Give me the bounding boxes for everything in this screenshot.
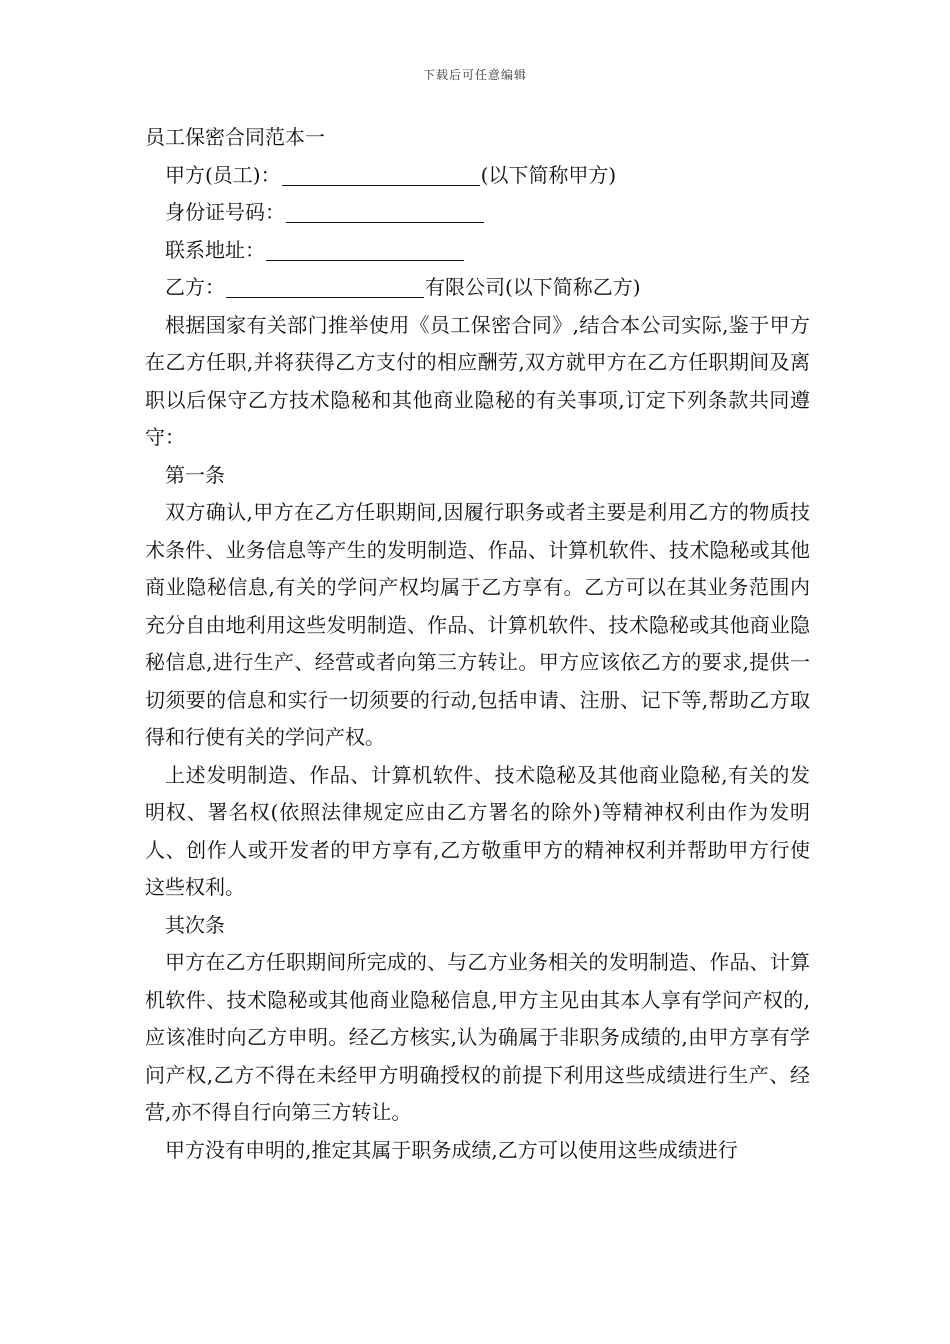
party-a-label: 甲方(员工)： — [165, 162, 281, 187]
document-title: 员工保密合同范本一 — [145, 125, 325, 149]
article-1-heading: 第一条 — [165, 462, 225, 487]
article-2-paragraph-2: 甲方没有申明的,推定其属于职务成绩,乙方可以使用这些成绩进行 — [165, 1137, 738, 1162]
party-b-blank[interactable] — [226, 275, 424, 298]
address-blank[interactable] — [266, 238, 464, 261]
address-line — [145, 232, 810, 270]
party-a-suffix: (以下简称甲方) — [480, 162, 617, 187]
address-label: 联系地址： — [165, 237, 265, 262]
party-b-suffix: 有限公司(以下简称乙方) — [425, 275, 641, 299]
party-a-blank[interactable] — [282, 163, 480, 186]
id-number-blank[interactable] — [286, 200, 484, 223]
article-2-heading: 其次条 — [165, 912, 225, 937]
party-b-label: 乙方： — [165, 275, 225, 299]
id-number-label: 身份证号码： — [165, 200, 285, 224]
document-body — [145, 119, 810, 1169]
party-b-line — [145, 269, 810, 307]
article-2-paragraph-1: 甲方在乙方任职期间所完成的、与乙方业务相关的发明制造、作品、计算机软件、技术隐秘或其他商业隐秘信息,甲方主见由其本人享有学问产权的,应该准时向乙方申明。经乙方核实,认为确属于非职务成绩的,由甲方享有学问产权,乙方不得在未经甲方明确授权的前提下利用这些成绩进行生产、经营,亦不得自行向第三方转让。 — [145, 950, 810, 1124]
page-header-note: 下载后可任意编辑 — [422, 68, 527, 82]
preamble-paragraph: 根据国家有关部门推举使用《员工保密合同》,结合本公司实际,鉴于甲方在乙方任职,并将获得乙方支付的相应酬劳,双方就甲方在乙方任职期间及离职以后保守乙方技术隐秘和其他商业隐秘的有关事项,订定下列条款共同遵守： — [145, 312, 810, 449]
article-1-paragraph-2: 上述发明制造、作品、计算机软件、技术隐秘及其他商业隐秘,有关的发明权、署名权(依照法律规定应由乙方署名的除外)等精神权利由作为发明人、创作人或开发者的甲方享有,乙方敬重甲方的精神权利并帮助甲方行使这些权利。 — [145, 762, 810, 899]
id-number-line — [145, 194, 810, 232]
article-1-paragraph-1: 双方确认,甲方在乙方任职期间,因履行职务或者主要是利用乙方的物质技术条件、业务信息等产生的发明制造、作品、计算机软件、技术隐秘或其他商业隐秘信息,有关的学问产权均属于乙方享有。乙方可以在其业务范围内充分自由地利用这些发明制造、作品、计算机软件、技术隐秘或其他商业隐秘信息,进行生产、经营或者向第三方转让。甲方应该依乙方的要求,提供一切须要的信息和实行一切须要的行动,包括申请、注册、记下等,帮助乙方取得和行使有关的学问产权。 — [145, 500, 810, 749]
party-a-line — [145, 157, 810, 195]
